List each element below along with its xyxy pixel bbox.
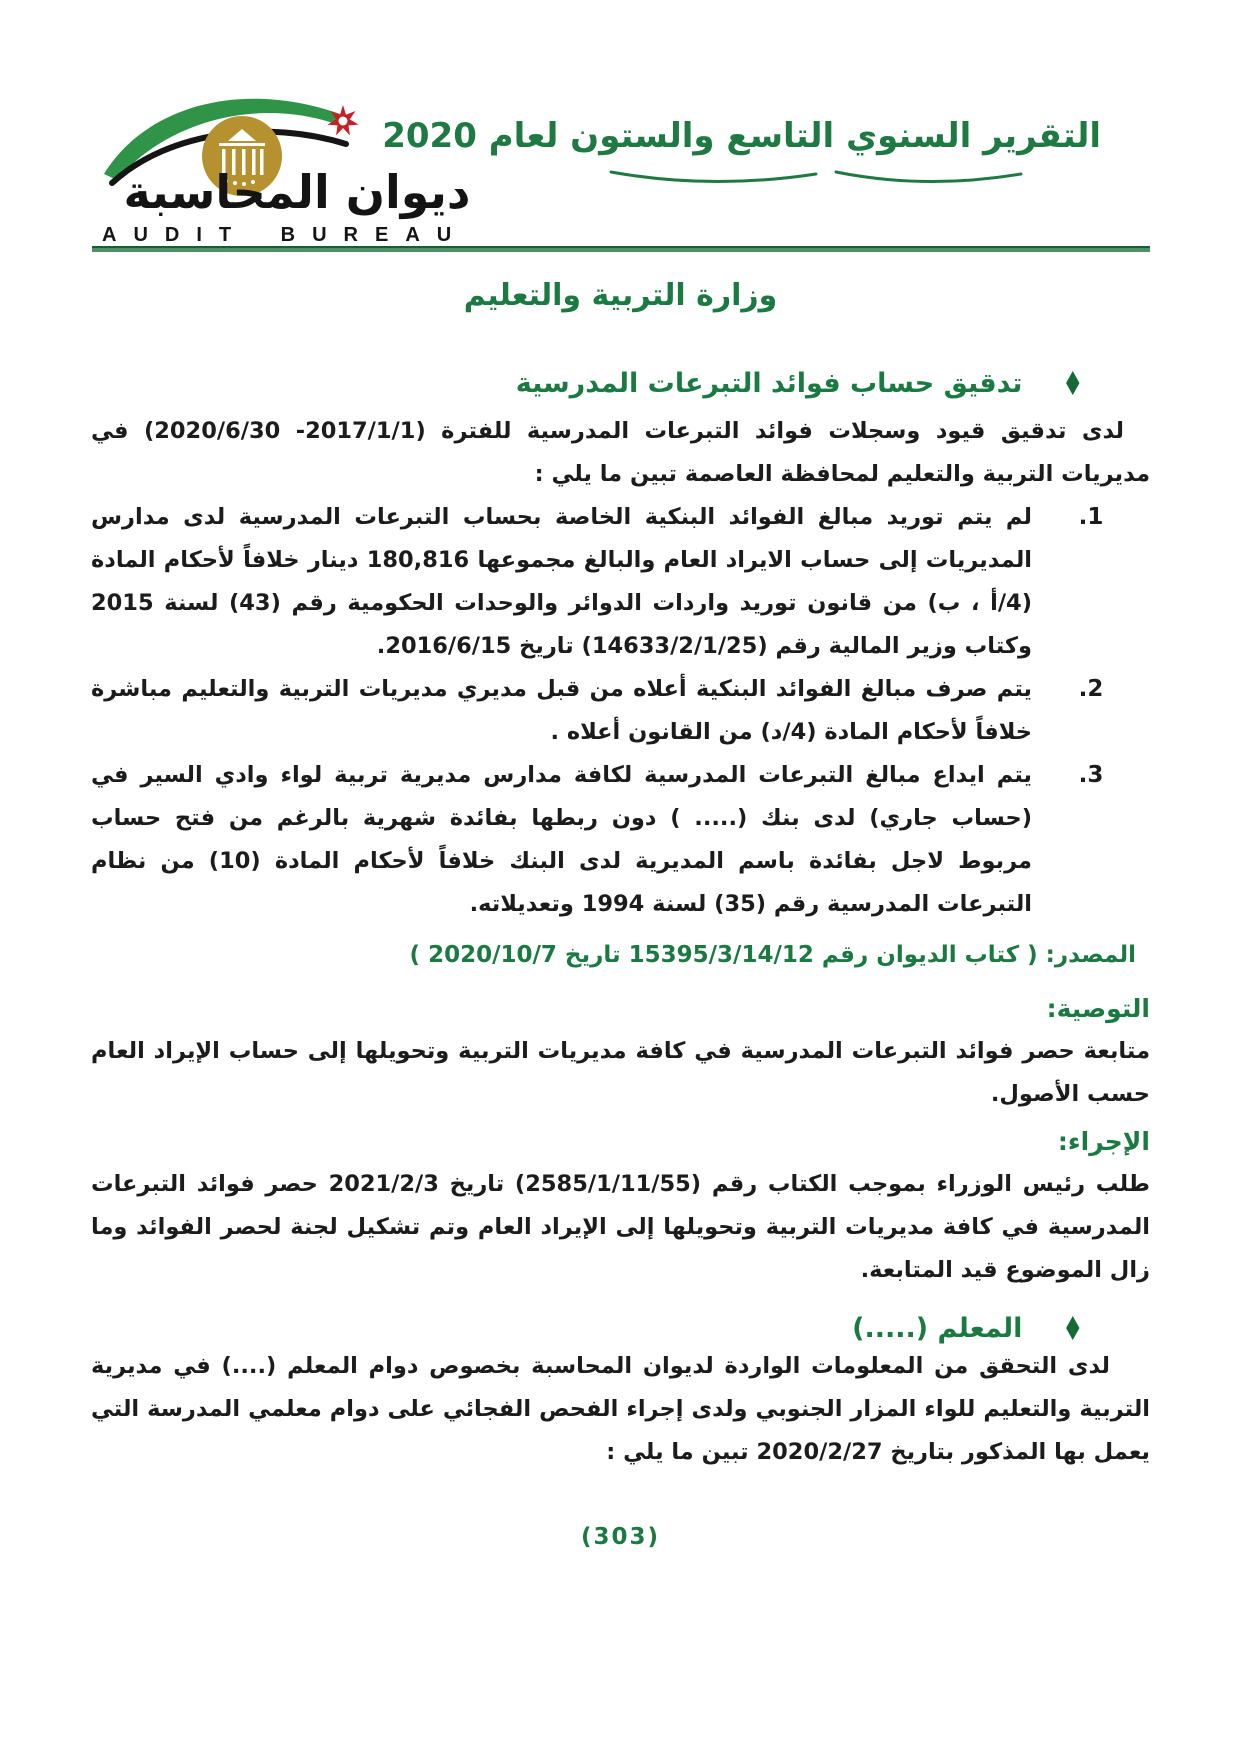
section-heading-text: تدقيق حساب فوائد التبرعات المدرسية: [515, 368, 1023, 399]
list-item-number: 2.: [1078, 676, 1104, 702]
action-heading: الإجراء:: [1057, 1127, 1150, 1156]
list-item-text: يتم ايداع مبالغ التبرعات المدرسية لكافة مدارس مديرية تربية لواء وادي السير في (حساب جاري) لدى بنك (..... ) دون ربطها بفائدة شهرية بالرغم من فتح حساب مربوط لاجل بفائدة باسم المديرية لدى البنك خلافاً لأحكام المادة (10) من نظام التبرعات المدرسية رقم (35) لسنة 1994 وتعديلاته.: [91, 762, 1032, 917]
list-item-number: 3.: [1078, 762, 1104, 788]
source-line: المصدر: ( كتاب الديوان رقم 15395/3/14/12 تاريخ 2020/10/7 ): [409, 942, 1136, 968]
header-divider-rule: [92, 246, 1150, 252]
diamond-bullet-icon: ♦: [1062, 364, 1084, 403]
recommendation-text: متابعة حصر فوائد التبرعات المدرسية في كافة مديريات التربية وتحويلها إلى حساب الإيراد العام حسب الأصول.: [91, 1038, 1150, 1107]
list-item-text: لم يتم توريد مبالغ الفوائد البنكية الخاصة بحساب التبرعات المدرسية لدى مدارس المديريات إلى حساب الايراد العام والبالغ مجموعها 180,816 دينار خلافاً لأحكام المادة (4/أ ، ب) من قانون توريد واردات الدوائر والوحدات الحكومية رقم (43) لسنة 2015 وكتاب وزير المالية رقم (14633/2/1/25) تاريخ 2016/6/15.: [91, 504, 1032, 659]
intro-paragraph: لدى تدقيق قيود وسجلات فوائد التبرعات المدرسية للفترة (2017/1/1- 2020/6/30) في مديريات التربية والتعليم لمحافظة العاصمة تبين ما يلي :: [91, 418, 1150, 487]
list-item-number: 1.: [1078, 504, 1104, 530]
document-body: [91, 278, 1150, 1474]
teacher-paragraph: لدى التحقق من المعلومات الواردة لديوان المحاسبة بخصوص دوام المعلم (....) في مديرية التربية والتعليم للواء المزار الجنوبي ولدى إجراء الفحص الفجائي على دوام معلمي المدرسة التي يعمل بها المذكور بتاريخ 2020/2/27 تبين ما يلي :: [91, 1353, 1150, 1465]
list-item: [91, 496, 1150, 668]
diamond-bullet-icon: ♦: [1062, 1309, 1084, 1348]
list-item-text: يتم صرف مبالغ الفوائد البنكية أعلاه من قبل مديري مديريات التربية والتعليم مباشرة خلافاً لأحكام المادة (4/د) من القانون أعلاه .: [91, 676, 1032, 745]
list-item: [91, 754, 1150, 926]
logo-latin-name: AUDIT BUREAU: [102, 224, 469, 246]
report-title: التقرير السنوي التاسع والستون لعام 2020: [382, 116, 1101, 156]
section-heading-donations: [91, 364, 1150, 403]
logo-arabic-calligraphy: ديوان المحاسبة: [123, 165, 471, 219]
findings-list: [91, 496, 1150, 926]
report-title-swoosh-decoration: [601, 166, 1031, 188]
list-item: [91, 668, 1150, 754]
section-heading-teacher: [91, 1309, 1150, 1348]
action-text: طلب رئيس الوزراء بموجب الكتاب رقم (2585/1/11/55) تاريخ 2021/2/3 حصر فوائد التبرعات المدرسية في كافة مديريات التربية وتحويلها إلى الإيراد العام وتم تشكيل لجنة لحصر الفوائد وما زال الموضوع قيد المتابعة.: [91, 1171, 1151, 1283]
section-heading-text: المعلم (.....): [852, 1313, 1023, 1344]
ministry-title: وزارة التربية والتعليم: [463, 278, 778, 313]
recommendation-heading: التوصية:: [1046, 994, 1150, 1023]
page-number: (303): [580, 1524, 661, 1550]
page-header: [0, 0, 1241, 252]
